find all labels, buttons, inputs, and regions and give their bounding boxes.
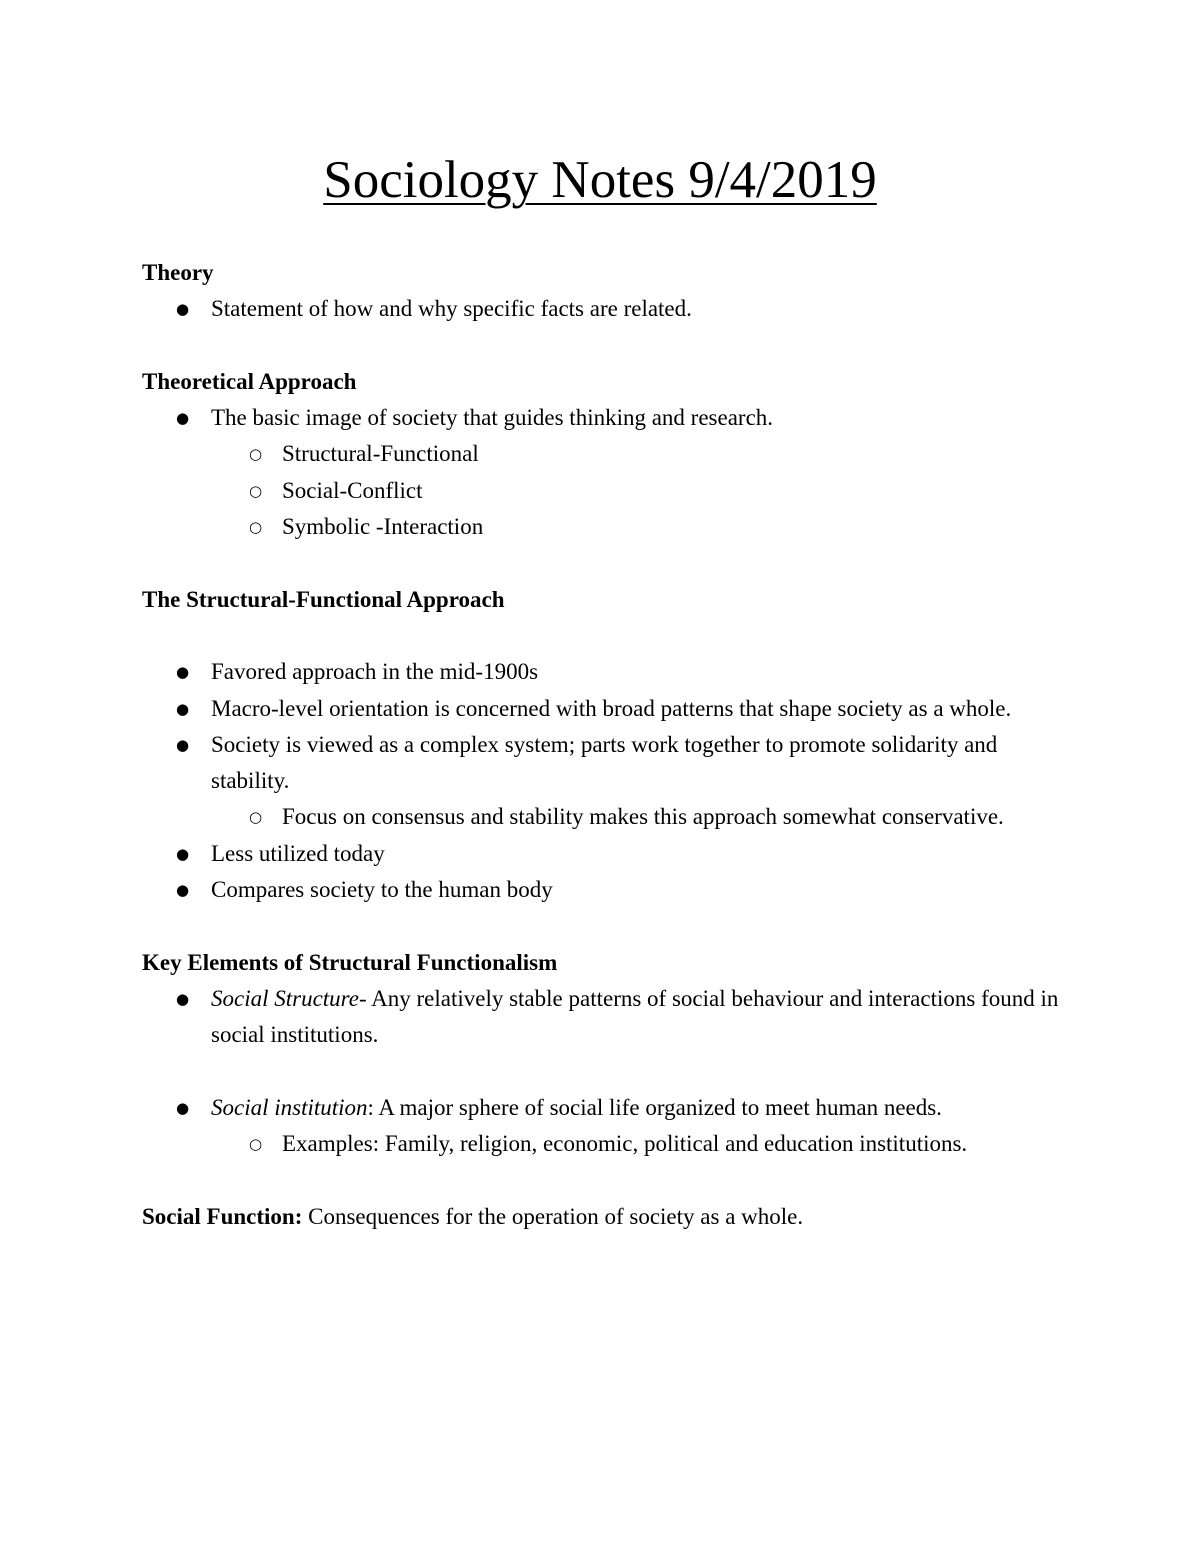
list-item	[142, 727, 1062, 836]
social-function-text: Consequences for the operation of society as a whole.	[302, 1203, 804, 1229]
section-heading-key-elements: Key Elements of Structural Functionalism	[142, 949, 558, 975]
sublist-item: ○ Examples: Family, religion, economic, political and education institutions.	[211, 1126, 1062, 1162]
definition-social-structure: Any relatively stable patterns of social behaviour and interactions found in social institutions.	[211, 985, 1059, 1048]
approach-sublist	[211, 436, 1062, 545]
section-heading-theoretical-approach: Theoretical Approach	[142, 368, 357, 394]
list-item-social-institution	[142, 1090, 1062, 1163]
list-item: ● Macro-level orientation is concerned with broad patterns that shape society as a whole.	[142, 691, 1062, 727]
social-function-label: Social Function:	[142, 1203, 303, 1229]
key-elements-list	[142, 981, 1062, 1054]
structural-functional-list	[142, 654, 1062, 908]
list-item	[142, 400, 1062, 545]
social-function-definition	[142, 1199, 1062, 1235]
list-item-text: The basic image of society that guides thinking and research.	[211, 405, 774, 431]
theory-list	[142, 291, 1062, 327]
social-institution-sublist	[211, 1126, 1062, 1162]
page-title: Sociology Notes 9/4/2019	[323, 151, 877, 209]
sublist-item: ○ Social-Conflict	[211, 473, 1062, 509]
notes-body	[142, 255, 1062, 1235]
section-heading-structural-functional: The Structural-Functional Approach	[142, 586, 505, 612]
term-social-institution: Social institution	[211, 1094, 368, 1120]
list-item: ● Statement of how and why specific facts are related.	[142, 291, 1062, 327]
section-heading-theory: Theory	[142, 260, 214, 285]
list-item-social-structure	[142, 981, 1062, 1054]
structural-functional-sublist	[211, 799, 1062, 835]
theoretical-approach-list	[142, 400, 1062, 545]
definition-social-institution: : A major sphere of social life organized to meet human needs.	[367, 1094, 942, 1120]
list-item: ● Compares society to the human body	[142, 872, 1062, 908]
sublist-item: ○ Focus on consensus and stability makes this approach somewhat conservative.	[211, 799, 1062, 835]
sublist-item: ○ Structural-Functional	[211, 436, 1062, 472]
sublist-item: ○ Symbolic -Interaction	[211, 509, 1062, 545]
list-item: ● Less utilized today	[142, 836, 1062, 872]
list-item-text: Society is viewed as a complex system; parts work together to promote solidarity and stability.	[211, 731, 998, 794]
term-social-structure: Social Structure-	[211, 985, 367, 1011]
list-item: ● Favored approach in the mid-1900s	[142, 654, 1062, 690]
key-elements-list-2	[142, 1090, 1062, 1163]
